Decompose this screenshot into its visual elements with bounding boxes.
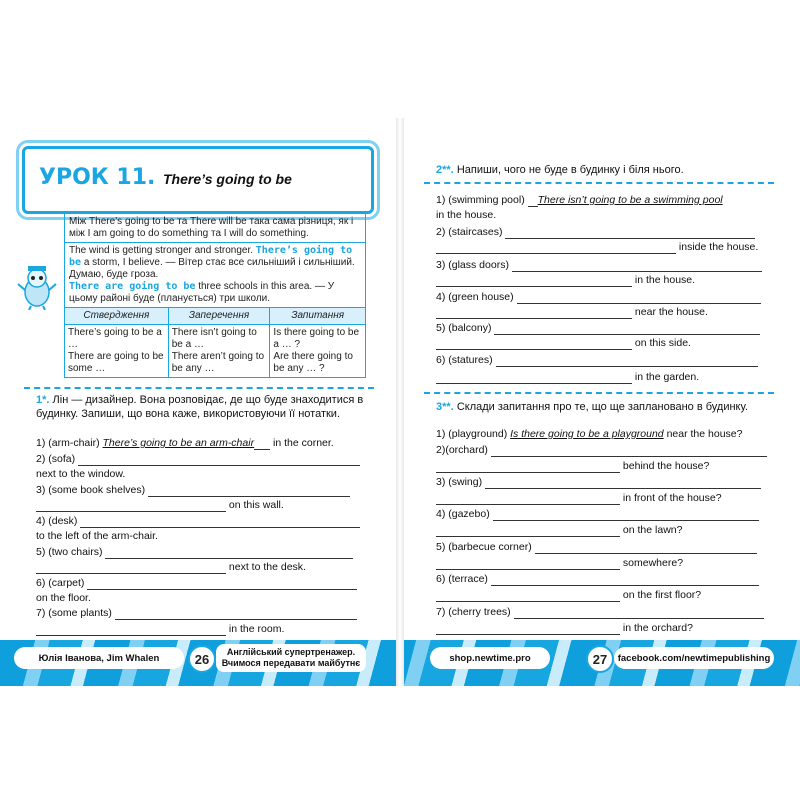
answer-blank[interactable] (535, 541, 757, 554)
task2-line-2-end[interactable]: inside the house. (436, 240, 758, 254)
answer-blank[interactable] (148, 484, 350, 497)
page-number-right: 27 (586, 645, 614, 673)
task2-instructions: 2**. Напиши, чого не буде в будинку і біля нього. (436, 164, 684, 176)
grammar-intro: Між There’s going to be та There will be така сама різниця, як і між I am going to do something та I will do something. (65, 214, 365, 243)
divider (424, 182, 774, 184)
page-number-left: 26 (188, 645, 216, 673)
task2-line-2[interactable]: 2) (staircases) (436, 225, 755, 239)
answer-blank[interactable] (505, 226, 755, 239)
answer-blank[interactable] (115, 607, 357, 620)
task1-line-5[interactable]: 5) (two chairs) (36, 545, 353, 559)
answer-blank[interactable] (491, 573, 759, 586)
lesson-title-box (22, 146, 374, 214)
task3-line-2[interactable]: 2)(orchard) (436, 443, 767, 457)
mascot-illustration (16, 262, 58, 310)
divider (424, 392, 774, 394)
task2-line-4-end[interactable]: near the house. (436, 305, 708, 319)
answer-blank[interactable] (512, 259, 762, 272)
answer-blank[interactable] (78, 453, 360, 466)
task1-line-1: 1) (arm-chair) There’s going to be an arm-chair in the corner. (36, 437, 334, 449)
answer-blank[interactable] (517, 291, 761, 304)
footer-authors: Юлія Іванова, Jim Whalen (14, 647, 184, 669)
example1-text: The wind is getting stronger and stronger. (69, 245, 256, 256)
task1-line-3[interactable]: 3) (some book shelves) (36, 483, 350, 497)
task1-line-7[interactable]: 7) (some plants) (36, 606, 357, 620)
footer-book-title: Англійський супертренажер. Вчимося передавати майбутнє (216, 644, 366, 672)
answer-blank[interactable] (494, 322, 760, 335)
task3-instructions: 3**. Склади запитання про те, що ще заплановано в будинку. (436, 401, 748, 413)
answer-blank[interactable] (436, 524, 620, 537)
example-answer: There’s going to be an arm-chair (102, 437, 255, 449)
answer-blank[interactable] (36, 561, 226, 574)
task1-line-6-end: on the floor. (36, 592, 91, 604)
task3-line-4[interactable]: 4) (gazebo) (436, 507, 759, 521)
table-cell: Is there going to be a … ? Are there going to be any … ? (273, 327, 360, 374)
answer-blank[interactable] (485, 476, 761, 489)
task1-line-2[interactable]: 2) (sofa) (36, 452, 360, 466)
footer-facebook-link[interactable]: facebook.com/newtimepublishing (614, 647, 774, 669)
task1-line-5-end[interactable]: next to the desk. (36, 560, 306, 574)
table-cell: There isn’t going to be a … There aren’t going to be any … (168, 325, 270, 378)
grammar-info-box (64, 213, 366, 378)
answer-blank[interactable] (514, 606, 764, 619)
task2-line-6-end[interactable]: in the garden. (436, 370, 699, 384)
answer-blank[interactable] (87, 577, 357, 590)
task2-line-4[interactable]: 4) (green house) (436, 290, 761, 304)
divider (24, 387, 374, 389)
example2-text: three schools in this area. — У цьому районі буде (планується) три школи. (69, 281, 335, 304)
book-spine (396, 118, 404, 686)
task1-line-4-end: to the left of the arm-chair. (36, 530, 158, 542)
task2-line-5-end[interactable]: on this side. (436, 336, 691, 350)
task3-line-1: 1) (playground) Is there going to be a playground near the house? (436, 428, 743, 440)
answer-blank[interactable] (436, 492, 620, 505)
lesson-number: УРОК 11. (39, 165, 156, 190)
task1-line-7-end[interactable]: in the room. (36, 622, 284, 636)
task3-line-5-end[interactable]: somewhere? (436, 556, 683, 570)
answer-blank[interactable] (436, 241, 676, 254)
table-cell: There’s going to be a … There are going to be some … (65, 325, 168, 378)
answer-blank[interactable] (436, 622, 620, 635)
task3-line-6[interactable]: 6) (terrace) (436, 572, 759, 586)
answer-blank[interactable] (36, 623, 226, 636)
answer-blank[interactable] (496, 354, 758, 367)
answer-blank[interactable] (105, 546, 353, 559)
task2-line-3-end[interactable]: in the house. (436, 273, 695, 287)
table-header: Заперечення (168, 308, 270, 325)
answer-blank[interactable] (491, 444, 767, 457)
task1-instructions: 1*. Лін — дизайнер. Вона розповідає, де що буде знаходитися в будинку. Запиши, що вона каже, використовуючи її нотатки. (36, 394, 364, 420)
task1-line-2-end: next to the window. (36, 468, 126, 480)
table-header: Ствердження (65, 308, 168, 325)
task3-line-4-end[interactable]: on the lawn? (436, 523, 682, 537)
task2-line-5[interactable]: 5) (balcony) (436, 321, 760, 335)
task1-line-6[interactable]: 6) (carpet) (36, 576, 357, 590)
task3-line-2-end[interactable]: behind the house? (436, 459, 709, 473)
task2-line-1-end: in the house. (436, 209, 497, 221)
example1-highlight: There’s going to be (69, 245, 353, 268)
task1-line-4[interactable]: 4) (desk) (36, 514, 360, 528)
answer-blank[interactable] (436, 306, 632, 319)
example-answer: There isn’t going to be a swimming pool (537, 194, 723, 206)
answer-blank[interactable] (436, 337, 632, 350)
answer-blank[interactable] (436, 557, 620, 570)
answer-blank[interactable] (436, 589, 620, 602)
task3-line-3[interactable]: 3) (swing) (436, 475, 761, 489)
answer-blank[interactable] (436, 371, 632, 384)
task2-line-6[interactable]: 6) (statures) (436, 353, 758, 367)
grammar-table (65, 308, 365, 377)
example1-translation: a storm, I believe. — Вітер стає все сильніший і сильніший. Думаю, буде гроза. (69, 257, 355, 280)
answer-blank[interactable] (436, 274, 632, 287)
task3-line-3-end[interactable]: in front of the house? (436, 491, 722, 505)
footer-shop-link[interactable]: shop.newtime.pro (430, 647, 550, 669)
task2-line-1: 1) (swimming pool) There isn’t going to be a swimming pool (436, 194, 723, 206)
lesson-topic: There’s going to be (163, 171, 292, 187)
answer-blank[interactable] (436, 460, 620, 473)
task2-line-3[interactable]: 3) (glass doors) (436, 258, 762, 272)
answer-blank[interactable] (36, 499, 226, 512)
task3-line-5[interactable]: 5) (barbecue corner) (436, 540, 757, 554)
example-answer: Is there going to be a playground (510, 428, 664, 440)
table-header: Запитання (270, 308, 365, 325)
task1-line-3-end[interactable]: on this wall. (36, 498, 284, 512)
answer-blank[interactable] (80, 515, 360, 528)
grammar-examples (65, 243, 365, 308)
task3-line-7-end[interactable]: in the orchard? (436, 621, 693, 635)
task3-line-6-end[interactable]: on the first floor? (436, 588, 701, 602)
example2-highlight: There are going to be (69, 281, 196, 292)
answer-blank[interactable] (493, 508, 759, 521)
task3-line-7[interactable]: 7) (cherry trees) (436, 605, 764, 619)
